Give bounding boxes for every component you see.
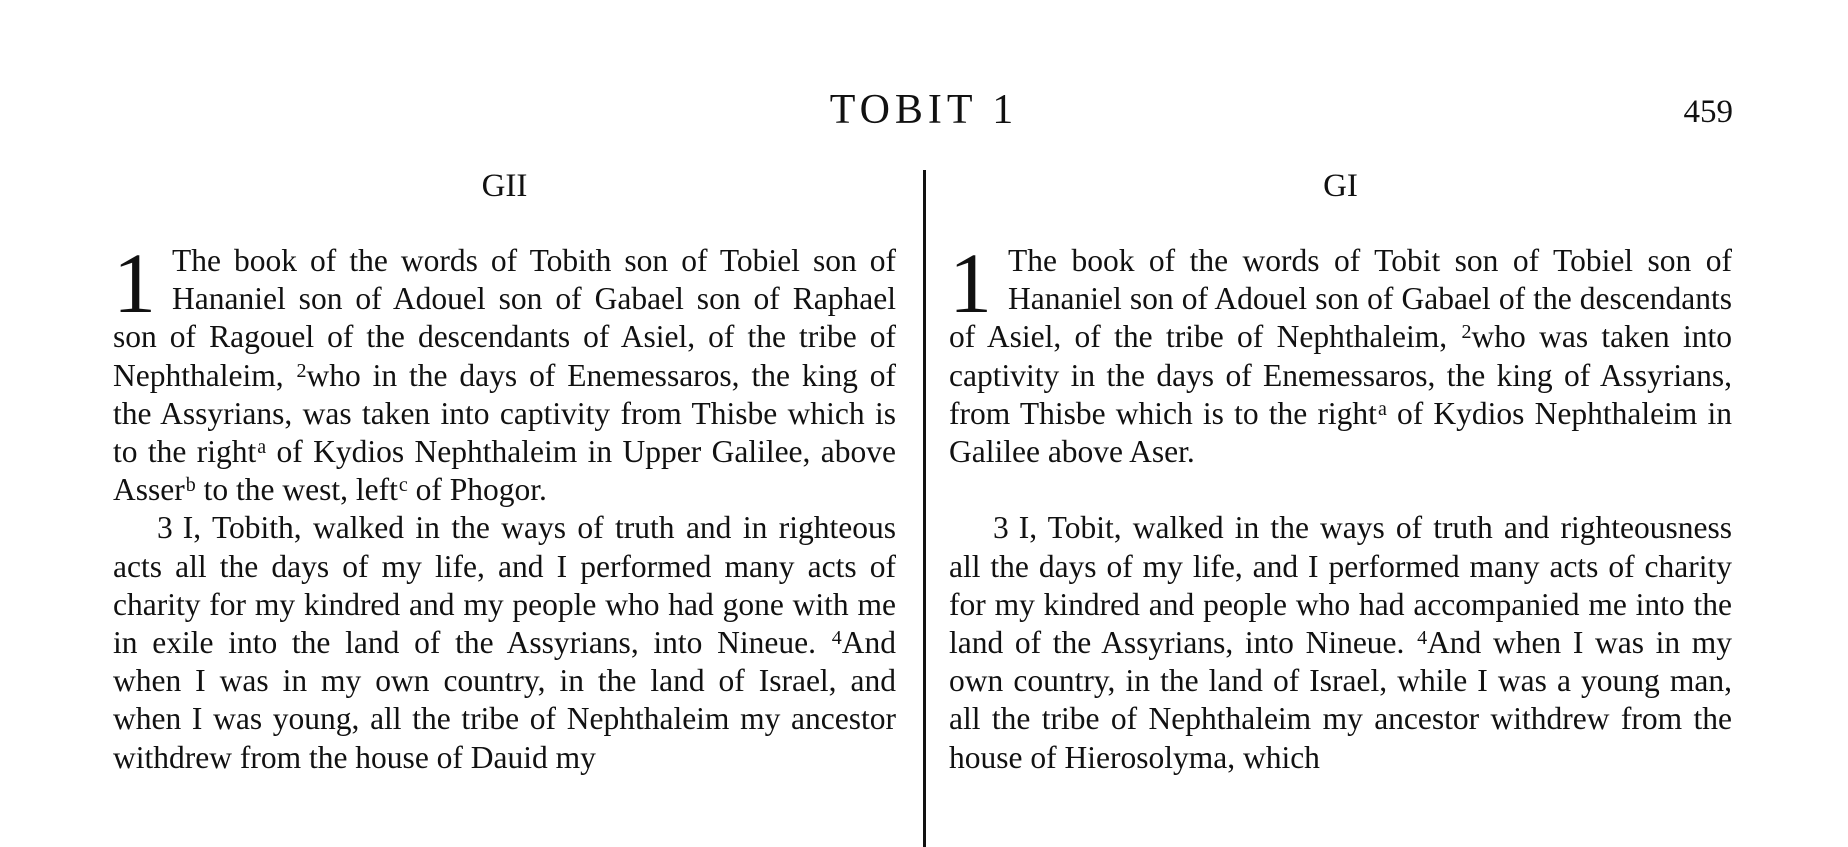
footnote-marker[interactable]: c: [398, 474, 408, 497]
verse-number: 4: [1417, 627, 1428, 650]
right-paragraph-1: [949, 235, 1732, 471]
footnote-marker[interactable]: a: [257, 436, 267, 459]
right-column-heading: GI: [1323, 168, 1358, 204]
left-column-heading: GII: [481, 168, 528, 204]
chapter-number: 1: [113, 235, 156, 331]
column-divider: [923, 170, 926, 847]
text-run: The book of the words of Tobith son of Tobiel son of Hananiel son of Adouel son of Gabael son of Raphael son of Ragouel of the descendants of Asiel, of the tribe of Nephthaleim,: [113, 243, 896, 393]
text-run: And when I was in my own country, in the land of Israel, and when I was young, all the tribe of Nephthaleim my ancestor withdrew from the house of Dauid my: [113, 625, 896, 775]
verse-number: 3: [157, 510, 173, 546]
left-paragraph-2: [113, 509, 896, 776]
text-run: to the west, left: [195, 472, 398, 508]
text-run: who was taken into captivity in the days of Enemessaros, the king of Assyrians, from Thisbe which is to the right: [949, 319, 1732, 431]
verse-number: 4: [831, 627, 842, 650]
left-paragraph-1: [113, 235, 897, 509]
chapter-number: 1: [949, 235, 992, 331]
page-number: 459: [1683, 94, 1733, 130]
footnote-marker[interactable]: a: [1377, 397, 1387, 420]
footnote-marker[interactable]: b: [185, 474, 196, 497]
left-column-text: [113, 235, 897, 777]
verse-number: 3: [993, 510, 1009, 546]
text-run: of Kydios Nephthaleim in Upper Galilee, above Asser: [113, 434, 897, 508]
verse-number: 2: [296, 359, 307, 382]
text-run: of Kydios Nephthaleim in Galilee above Aser.: [949, 395, 1732, 470]
right-column-text: [949, 235, 1732, 777]
text-run: of Phogor.: [407, 472, 547, 508]
text-run: I, Tobith, walked in the ways of truth and in righteous acts all the days of my life, and I performed many acts of charity for my kindred and my people who had gone with me in exile into the land of the Assyrians, into Nineue.: [113, 510, 896, 661]
text-run: I, Tobit, walked in the ways of truth and righteousness all the days of my life, and I performed many acts of charity for my kindred and people who had accompanied me into the land of the Assyrians, into Nineue.: [949, 510, 1732, 661]
text-run: who in the days of Enemessaros, the king of the Assyrians, was taken into captivity from Thisbe which is to the right: [113, 357, 896, 470]
running-head: TOBIT 1: [829, 87, 1019, 133]
text-run: The book of the words of Tobit son of Tobiel son of Hananiel son of Adouel son of Gabael of the descendants of Asiel, of the tribe of Nephthaleim,: [949, 243, 1732, 355]
text-run: And when I was in my own country, in the land of Israel, while I was a young man, all the tribe of Nephthaleim my ancestor withdrew from the house of Hierosolyma, which: [949, 625, 1732, 775]
right-paragraph-2: [949, 509, 1732, 776]
verse-number: 2: [1461, 321, 1472, 344]
